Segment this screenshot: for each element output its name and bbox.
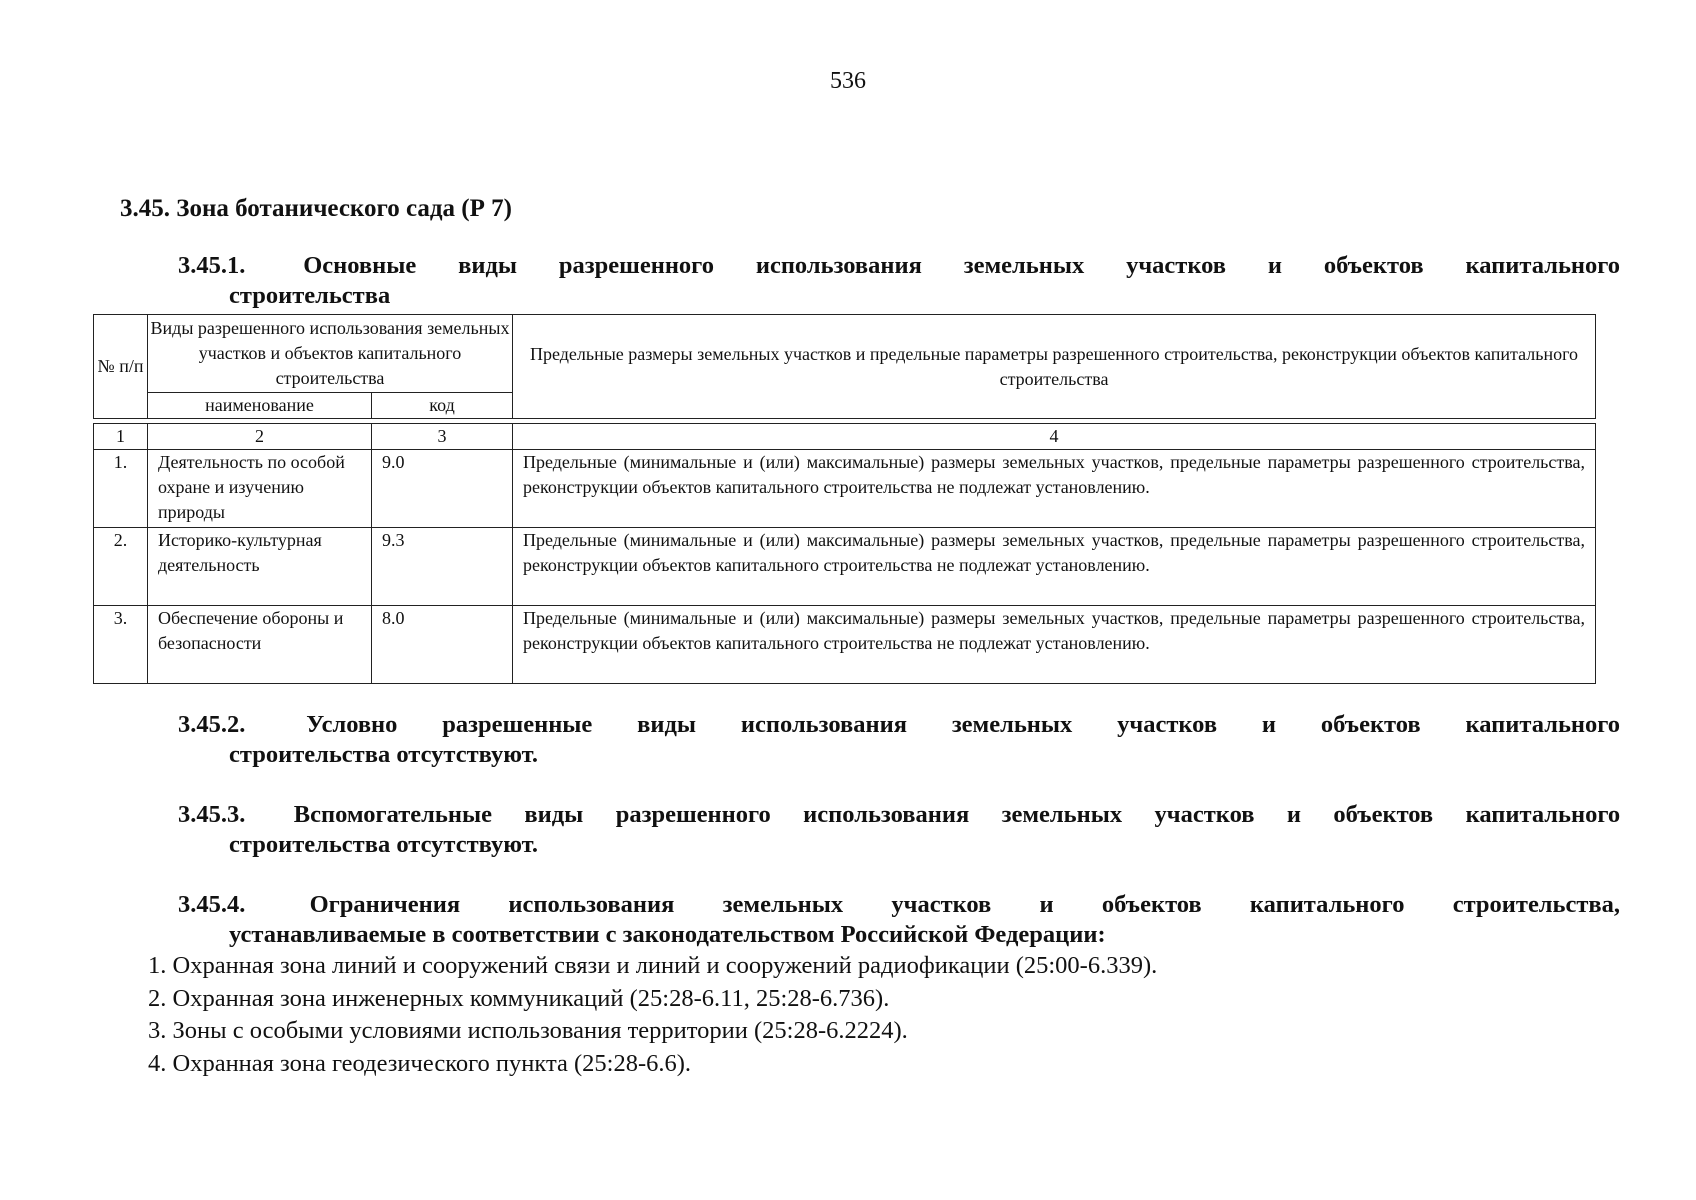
use-name: Историко-культурная деятельность	[148, 528, 372, 606]
heading-continuation: строительства отсутствуют.	[229, 831, 538, 858]
heading-word: разрешенные	[442, 711, 593, 738]
header-code: код	[372, 393, 513, 419]
heading-word: виды	[524, 801, 584, 828]
heading-word: использования	[508, 891, 675, 918]
use-limits: Предельные (минимальные и (или) максимальные) размеры земельных участков, предельные параметры разрешенного строительства, реконструкции объектов капитального строительства не подлежат установлению.	[513, 606, 1596, 684]
heading-word: Вспомогательные	[293, 801, 492, 828]
column-number: 4	[513, 424, 1596, 450]
heading-word: и	[1286, 801, 1301, 828]
heading-number: 3.45.2.	[178, 711, 246, 738]
heading-number: 3.45.3.	[178, 801, 246, 828]
header-number: № п/п	[94, 315, 148, 419]
subsection-heading-3-45-4	[178, 890, 1620, 950]
heading-line	[178, 890, 1620, 920]
subsection-heading-3-45-2	[178, 710, 1620, 770]
heading-word: капитального	[1249, 891, 1405, 918]
column-number: 2	[148, 424, 372, 450]
heading-word: использования	[755, 252, 922, 279]
heading-line	[178, 251, 1620, 281]
heading-word: объектов	[1101, 891, 1202, 918]
heading-line	[178, 710, 1620, 740]
list-item: 4. Охранная зона геодезического пункта (25:28-6.6).	[148, 1049, 692, 1077]
use-code: 9.3	[372, 528, 513, 606]
heading-word: Условно	[306, 711, 398, 738]
heading-word: объектов	[1320, 711, 1421, 738]
page-number: 536	[830, 68, 866, 94]
use-code: 8.0	[372, 606, 513, 684]
heading-word: участков	[1126, 252, 1226, 279]
list-item: 2. Охранная зона инженерных коммуникаций (25:28-6.11, 25:28-6.736).	[148, 984, 890, 1012]
heading-number: 3.45.1.	[178, 252, 246, 279]
header-limits: Предельные размеры земельных участков и предельные параметры разрешенного строительства, реконструкции объектов капитального строительства	[513, 315, 1596, 419]
heading-word: капитального	[1465, 252, 1621, 279]
heading-continuation: устанавливаемые в соответствии с законодательством Российской Федерации:	[229, 921, 1106, 948]
heading-line	[178, 800, 1620, 830]
row-number: 3.	[94, 606, 148, 684]
heading-number: 3.45.4.	[178, 891, 246, 918]
heading-word: земельных	[963, 252, 1085, 279]
heading-word: земельных	[951, 711, 1073, 738]
heading-word: объектов	[1333, 801, 1434, 828]
heading-word: разрешенного	[615, 801, 771, 828]
heading-word: и	[1267, 252, 1282, 279]
section-title: 3.45. Зона ботанического сада (Р 7)	[120, 195, 512, 222]
heading-word: земельных	[722, 891, 844, 918]
table-row	[94, 528, 1596, 606]
heading-word: капитального	[1465, 801, 1621, 828]
restrictions-list	[148, 950, 1157, 1080]
use-limits: Предельные (минимальные и (или) максимальные) размеры земельных участков, предельные параметры разрешенного строительства, реконструкции объектов капитального строительства не подлежат установлению.	[513, 450, 1596, 528]
heading-word: виды	[458, 252, 518, 279]
heading-word: виды	[637, 711, 697, 738]
table-header	[93, 314, 1596, 419]
heading-word: разрешенного	[558, 252, 714, 279]
heading-word: капитального	[1465, 711, 1621, 738]
use-name: Деятельность по особой охране и изучению природы	[148, 450, 372, 528]
table-body	[93, 423, 1596, 684]
row-number: 2.	[94, 528, 148, 606]
heading-word: и	[1261, 711, 1277, 738]
header-name: наименование	[148, 393, 372, 419]
heading-word: использования	[740, 711, 907, 738]
column-numbers-row	[94, 424, 1596, 450]
heading-word: участков	[1154, 801, 1255, 828]
heading-continuation: строительства	[229, 282, 391, 309]
heading-word: строительства,	[1452, 891, 1621, 918]
column-number: 1	[94, 424, 148, 450]
heading-word: земельных	[1001, 801, 1123, 828]
header-permitted-uses: Виды разрешенного использования земельных участков и объектов капитального строительства	[148, 315, 513, 393]
heading-word: и	[1039, 891, 1054, 918]
table-row	[94, 450, 1596, 528]
list-item: 1. Охранная зона линий и сооружений связи и линий и сооружений радиофикации (25:00-6.339).	[148, 952, 1158, 979]
heading-word: объектов	[1323, 252, 1424, 279]
row-number: 1.	[94, 450, 148, 528]
heading-continuation: строительства отсутствуют.	[229, 741, 538, 768]
heading-word: Основные	[303, 252, 417, 279]
heading-word: Ограничения	[309, 891, 461, 918]
list-item: 3. Зоны с особыми условиями использования территории (25:28-6.2224).	[148, 1017, 908, 1044]
use-name: Обеспечение обороны и безопасности	[148, 606, 372, 684]
table-row	[94, 606, 1596, 684]
heading-word: использования	[803, 801, 970, 828]
subsection-heading-3-45-3	[178, 800, 1620, 860]
heading-word: участков	[1117, 711, 1218, 738]
subsection-heading-3-45-1	[178, 251, 1620, 311]
use-limits: Предельные (минимальные и (или) максимальные) размеры земельных участков, предельные параметры разрешенного строительства, реконструкции объектов капитального строительства не подлежат установлению.	[513, 528, 1596, 606]
heading-word: участков	[891, 891, 992, 918]
use-code: 9.0	[372, 450, 513, 528]
column-number: 3	[372, 424, 513, 450]
